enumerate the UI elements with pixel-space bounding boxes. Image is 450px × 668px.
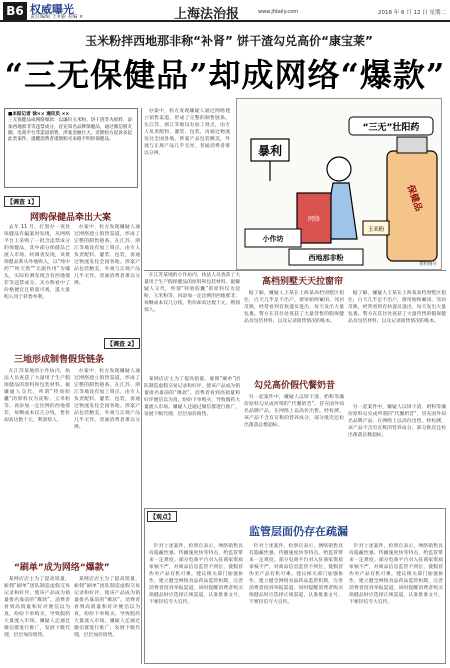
kicker: 玉米粉拌西地那非称“补肾” 饼干渣勾兑高价“康宝莱”: [85, 34, 373, 48]
article-column-4: 办案中，检方发现嫌疑人通过网络建立销售渠道，形成了完整的制售链条。在江苏、浙江等地设有加工窝点，由专人负责配料、灌装、包装，再通过物流发往全国各地。涉案产品包装精美，外观与正规产品几乎无异，普通消费者难以分辨。: [74, 369, 140, 430]
summary-text: 三无保健品成网络爆款：以廉价玉米粉、饼干渣等为原料，添加西地那非等违禁成分，冒充知名品牌保健品，通过微信朋友圈、电商平台等渠道销售，涉案金额巨大。近期检方起诉多起此类案件，提醒消费者谨慎购买来路不明的保健品。: [8, 118, 133, 143]
tag-investigation-1: 【调查 1】: [4, 196, 40, 207]
subhead-shake: 勾兑高价假代餐奶昔: [254, 381, 336, 391]
issue-date: 2018 年 6 月 12 日 星期二: [378, 10, 446, 16]
subhead-regulation: 监管层面仍存在疏漏: [249, 525, 348, 538]
page-number-badge: B6: [3, 2, 27, 20]
cartoon-drawing: [237, 99, 442, 270]
article-column-8: 在江苏某地的小作坊内，执法人员查获了大量用于生产假保健品的原料和包装材料。据嫌疑人交代，所谓“特效胶囊”的原料仅为淀粉、玉米粉等，再添加一定比例的西地那非，每颗成本仅几分钱，售价却高达数十元，利润惊人。: [144, 273, 240, 313]
image-credit: 资料图片: [419, 262, 437, 267]
subhead-shuadan: “刷单”成为网络“爆款”: [14, 563, 110, 573]
article-column-7: 办案中，检方发现嫌疑人通过网络建立销售渠道，形成了完整的制售链条。在江苏、浙江等地设有加工窝点，由专人负责配料、灌装、包装，再通过物流发往全国各地。涉案产品包装精美，外观与正规产品几乎无异，普通消费者难以分辨。: [144, 109, 230, 156]
cartoon-label-baoli: 暴利: [257, 144, 283, 158]
article-column-5: 某网店店主为了提高销量，雇佣“刷单”团队制造虚假交易记录和好评，使该产品成为销量排名靠前的“爆款”。消费者看到高销量和好评便信以为真，纷纷下单购买，导致假药大量流入市场。嫌疑人还通过微信群进行推广，发展下级代理，层层加价销售。: [4, 577, 70, 638]
column-divider: [141, 108, 142, 664]
cartoon-label-xiao: 小作坊: [262, 235, 284, 243]
cartoon-label-xidi: 西地那非粉: [308, 254, 344, 262]
summary-box: [4, 108, 138, 188]
article-column-10: 据了解，嫌疑人王某在上海某高档别墅区租住，白天几乎足不出户，窗帘始终紧闭。邻居反映，经常看到有快递员进出，每天发出大量包裹。警方在其住处查获了大量待售的假保健品及包装材料，以及记录销售情况的账本。: [348, 291, 446, 324]
cartoon-illustration: [236, 98, 442, 270]
article-column-6: 某网店店主为了提高销量，雇佣“刷单”团队制造虚假交易记录和好评，使该产品成为销量排名靠前的“爆款”。消费者看到高销量和好评便信以为真，纷纷下单购买，导致假药大量流入市场。嫌疑人还通过微信群进行推广，发展下级代理，层层加价销售。: [74, 577, 140, 638]
subhead-supply-chain: 三地形成制售假货链条: [14, 355, 105, 365]
newspaper-title: 上海法治报: [174, 7, 240, 22]
cartoon-label-wang: 网络: [307, 216, 321, 223]
section-name: 权威曝光: [30, 3, 74, 16]
cartoon-label-sanwu: “三无”壮阳药: [362, 123, 420, 133]
tag-investigation-2: 【调查 2】: [104, 338, 140, 349]
svg-text:保健品: 保健品: [404, 183, 424, 213]
subhead-online-case: 网购保健品牵出大案: [30, 213, 112, 223]
tag-opinion: 【观点】: [147, 511, 177, 522]
article-column-3: 在江苏某地的小作坊内，执法人员查获了大量用于生产假保健品的原料和包装材料。据嫌疑人交代，所谓“特效胶囊”的原料仅为淀粉、玉米粉等，再添加一定比例的西地那非，每颗成本仅几分钱，售价却高达数十元，利润惊人。: [4, 369, 70, 423]
opinion-column-3: 针对上述案件，检察官表示，网络销售具有隐蔽性强、传播速度快等特点，给监管带来一定难度。部分电商平台对入驻商家资质审核不严，对商品信息监管不到位，使假冒伪劣产品有机可乘。建议相关部门加强协作，建立健全网络食品药品监管机制，完善消费者投诉举报渠道，同时提醒消费者购买保健品时应选择正规渠道，认准批准文号，不要轻信夸大宣传。: [349, 544, 443, 605]
editor-line: 责任编辑 王×丽 美编 ×: [30, 14, 84, 20]
opinion-column-1: 针对上述案件，检察官表示，网络销售具有隐蔽性强、传播速度快等特点，给监管带来一定难度。部分电商平台对入驻商家资质审核不严，对商品信息监管不到位，使假冒伪劣产品有机可乘。建议相关部门加强协作，建立健全网络食品药品监管机制，完善消费者投诉举报渠道，同时提醒消费者购买保健品时应选择正规渠道，认准批准文号，不要轻信夸大宣传。: [149, 544, 243, 605]
summary-byline: ■本报记者 徐×× 通讯员 ××: [8, 112, 70, 117]
section-divider: [144, 270, 446, 271]
article-column-11: 某网店店主为了提高销量，雇佣“刷单”团队制造虚假交易记录和好评，使该产品成为销量排名靠前的“爆款”。消费者看到高销量和好评便信以为真，纷纷下单购买，导致假药大量流入市场。嫌疑人还通过微信群进行推广，发展下级代理，层层加价销售。: [144, 377, 240, 417]
opinion-column-2: 针对上述案件，检察官表示，网络销售具有隐蔽性强、传播速度快等特点，给监管带来一定难度。部分电商平台对入驻商家资质审核不严，对商品信息监管不到位，使假冒伪劣产品有机可乘。建议相关部门加强协作，建立健全网络食品药品监管机制，完善消费者投诉举报渠道，同时提醒消费者购买保健品时应选择正规渠道，认准批准文号，不要轻信夸大宣传。: [249, 544, 343, 605]
article-column-2: 办案中，检方发现嫌疑人通过网络建立销售渠道，形成了完整的制售链条。在江苏、浙江等地设有加工窝点，由专人负责配料、灌装、包装，再通过物流发往全国各地。涉案产品包装精美，外观与正规产品几乎无异，普通消费者难以分辨。: [74, 225, 140, 286]
main-headline: “三无保健品”却成网络“爆款”: [4, 56, 446, 94]
article-column-9: 据了解，嫌疑人王某在上海某高档别墅区租住，白天几乎足不出户，窗帘始终紧闭。邻居反映，经常看到有快递员进出，每天发出大量包裹。警方在其住处查获了大量待售的假保健品及包装材料，以及记录销售情况的账本。: [244, 291, 344, 324]
subhead-villa: 高档别墅天天拉窗帘: [262, 277, 344, 287]
article-column-13: 另一起案件中，嫌疑人以饼干渣、奶粉等廉价原料勾兑成所谓的“代餐奶昔”，冒充国外知名品牌产品，在网络上以高价出售。经检测，该产品不含有宣称的营养成分，部分批次还检出菌落总数超标。: [348, 405, 446, 438]
article-column-12: 另一起案件中，嫌疑人以饼干渣、奶粉等廉价原料勾兑成所谓的“代餐奶昔”，冒充国外知名品牌产品，在网络上以高价出售。经检测，该产品不含有宣称的营养成分，部分批次还检出菌落总数超标。: [244, 395, 344, 428]
newspaper-url: www.jfdaily.com: [258, 9, 299, 15]
article-column-1: 去年 11 月，打黑办一查处保健品诈骗案时发现，从网络平台上采购了一批含违禁成分的保健品，其中部分保健品已流入市场。经调查发现，该批保健品系从外地购入，以“纯中药”“纯天然”“无副作用”为噱头，实际检测发现含有西地那非等违禁成分。买方称看中了价格便宜且销量可观，遂大量购入用于转售牟利。: [4, 225, 70, 300]
cartoon-label-yu: 玉米粉: [367, 227, 385, 233]
opinion-box: [144, 508, 446, 664]
page-header: [0, 0, 450, 22]
